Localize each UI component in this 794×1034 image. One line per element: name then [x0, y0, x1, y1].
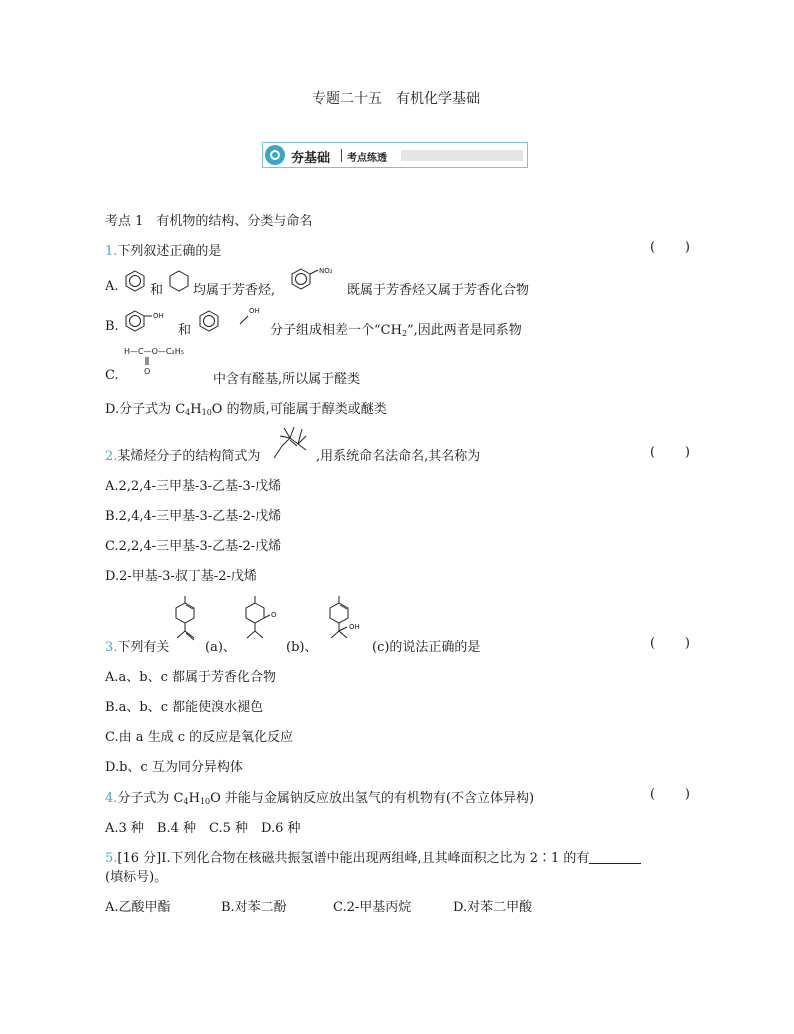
- q3-label-a: (a)、: [205, 640, 236, 655]
- q4-number: 4.: [105, 791, 118, 806]
- q5-option-d: D.对苯二甲酸: [453, 900, 533, 915]
- q4-options: A.3 种 B.4 种 C.5 种 D.6 种: [105, 821, 301, 836]
- q1-option-c-prefix: C.: [105, 368, 119, 383]
- ethyl-formate-structure: [124, 344, 214, 376]
- q5-option-c: C.2-甲基丙烷: [333, 900, 412, 915]
- q5-answer-blank[interactable]: [589, 851, 641, 864]
- q3-label-c: (c)的说法正确的是: [372, 640, 481, 655]
- q2-answer-bracket: [650, 445, 690, 460]
- q1-option-a-end: 既属于芳香烃又属于芳香化合物: [347, 283, 530, 298]
- compound-c-structure: [322, 594, 374, 648]
- q1-stem: [105, 240, 221, 259]
- compound-a-structure: [172, 594, 206, 648]
- q4-sub2: 10: [199, 797, 211, 806]
- q4-h: H: [188, 791, 200, 806]
- q2-option-a: A.2,2,4-三甲基-3-乙基-3-戊烯: [105, 479, 282, 494]
- q1-answer-bracket: [650, 240, 690, 255]
- q3-label-b: (b)、: [286, 640, 318, 655]
- benzene-structure: [124, 270, 146, 294]
- q1-option-b-prefix: B.: [105, 319, 119, 334]
- q2-stem-post: ,用系统命名法命名,其名称为: [316, 449, 481, 464]
- section-heading: 考点 1 有机物的结构、分类与命名: [105, 214, 313, 229]
- benzyl-alcohol-structure: [198, 304, 268, 334]
- q1-b-subscript: 2: [401, 329, 408, 338]
- banner-subtitle: 考点练透: [347, 153, 387, 164]
- q1-d-pre: D.分子式为 C: [105, 402, 186, 417]
- paren-open: (: [650, 240, 656, 255]
- nitro-label: NO₂: [319, 267, 333, 275]
- banner-title: 夯基础: [291, 151, 331, 166]
- paren-open: (: [650, 445, 656, 460]
- q5-line2: (填标号)。: [105, 870, 168, 885]
- q1-option-a-mid: 均属于芳香烃,: [193, 283, 276, 298]
- q4-stem: [105, 787, 534, 806]
- q1-number: 1.: [105, 244, 118, 259]
- q1-option-c-end: 中含有醛基,所以属于醛类: [213, 372, 361, 387]
- q5-option-a: A.乙酸甲酯: [105, 900, 171, 915]
- banner-divider: [341, 149, 342, 162]
- q3-option-a: A.a、b、c 都属于芳香化合物: [105, 670, 277, 685]
- q3-option-c: C.由 a 生成 c 的反应是氧化反应: [105, 730, 294, 745]
- paren-close: ): [684, 445, 690, 460]
- q1-option-b-end: [270, 319, 522, 338]
- q5-stem: [105, 847, 641, 866]
- q2-stem: [105, 445, 260, 464]
- q1-b-text-pre: 分子组成相差一个“CH: [270, 323, 402, 338]
- ester-carbonyl-o: O: [144, 367, 151, 376]
- q4-post: O 并能与金属钠反应放出氢气的有机物有(不含立体异构): [210, 791, 535, 806]
- q5-number: 5.: [105, 851, 118, 866]
- ketone-o-label: O: [271, 611, 277, 619]
- alkene-skeletal-structure: [272, 424, 316, 460]
- ester-formula: H—C—O—C₂H₅: [124, 347, 184, 356]
- q4-pre: 分子式为 C: [117, 791, 184, 806]
- paren-close: ): [684, 787, 690, 802]
- leaf-logo-icon: [265, 145, 285, 165]
- paren-open: (: [650, 787, 656, 802]
- q1-option-a-prefix: A.: [105, 279, 119, 294]
- q1-d-h: H: [190, 402, 202, 417]
- q3-stem-pre: 下列有关: [117, 640, 170, 655]
- q5-option-b: B.对苯二酚: [221, 900, 287, 915]
- q4-sub1: 4: [183, 797, 189, 806]
- paren-open: (: [650, 636, 656, 651]
- q2-option-b: B.2,4,4-三甲基-3-乙基-2-戊烯: [105, 509, 282, 524]
- benzyl-oh-label: OH: [249, 307, 260, 315]
- alcohol-oh-label: OH: [349, 623, 360, 631]
- q5-line1: [16 分]Ⅰ.下列化合物在核磁共振氢谱中能出现两组峰,且其峰面积之比为 2∶1 的有: [117, 851, 590, 866]
- phenol-structure: [124, 308, 174, 334]
- q1-option-d: [105, 398, 387, 417]
- page-title: 专题二十五 有机化学基础: [312, 91, 480, 107]
- q3-stem: [105, 636, 169, 655]
- section-banner: [262, 142, 528, 168]
- q1-d-sub2: 10: [201, 408, 212, 417]
- q1-d-sub1: 4: [185, 408, 191, 417]
- q2-stem-pre: 某烯烃分子的结构简式为: [117, 449, 261, 464]
- paren-close: ): [684, 240, 690, 255]
- nitrobenzene-structure: [290, 266, 346, 292]
- q1-option-a-and: 和: [150, 283, 164, 298]
- q2-option-c: C.2,2,4-三甲基-3-乙基-2-戊烯: [105, 539, 282, 554]
- banner-bar: [401, 150, 523, 161]
- q2-option-d: D.2-甲基-3-叔丁基-2-戊烯: [105, 569, 257, 584]
- phenol-oh-label: OH: [153, 312, 164, 320]
- q3-option-d: D.b、c 互为同分异构体: [105, 760, 243, 775]
- q3-option-b: B.a、b、c 都能使溴水褪色: [105, 700, 264, 715]
- q1-d-post: O 的物质,可能属于醇类或醚类: [211, 402, 387, 417]
- compound-b-structure: [238, 594, 284, 648]
- q1-option-b-and: 和: [178, 323, 192, 338]
- q3-answer-bracket: [650, 636, 690, 651]
- cyclohexane-structure: [168, 270, 190, 294]
- q2-number: 2.: [105, 449, 118, 464]
- q3-number: 3.: [105, 640, 118, 655]
- q1-b-text-post: ”,因此两者是同系物: [407, 323, 522, 338]
- paren-close: ): [684, 636, 690, 651]
- q1-stem-text: 下列叙述正确的是: [117, 244, 222, 259]
- q4-answer-bracket: [650, 787, 690, 802]
